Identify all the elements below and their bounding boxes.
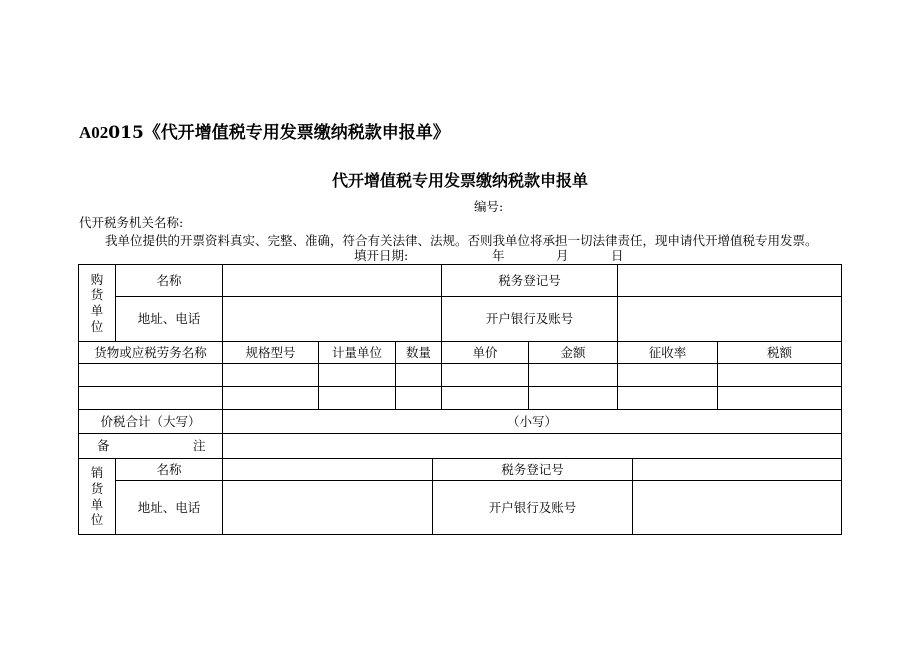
remarks-field[interactable] xyxy=(223,434,842,459)
item-row xyxy=(79,387,842,410)
item-price-cell[interactable] xyxy=(442,364,529,387)
items-header-tax: 税额 xyxy=(718,342,842,364)
fill-date-day: 日 xyxy=(611,248,624,263)
item-row xyxy=(79,364,842,387)
seller-address-field[interactable] xyxy=(223,481,433,535)
item-unit-cell[interactable] xyxy=(319,364,396,387)
items-header-rate: 征收率 xyxy=(618,342,718,364)
item-qty-cell[interactable] xyxy=(396,387,442,410)
total-label: 价税合计（大写） xyxy=(79,410,223,434)
remarks-label: 备 注 xyxy=(79,434,223,459)
buyer-name-label: 名称 xyxy=(116,265,223,297)
document-code-title xyxy=(79,118,450,143)
item-rate-cell[interactable] xyxy=(618,387,718,410)
items-header-unit: 计量单位 xyxy=(319,342,396,364)
seller-tax-reg-label: 税务登记号 xyxy=(433,459,633,481)
seller-name-label: 名称 xyxy=(116,459,223,481)
item-unit-cell[interactable] xyxy=(319,387,396,410)
buyer-tax-reg-field[interactable] xyxy=(618,265,842,297)
doc-code-prefix: A02 xyxy=(79,123,109,142)
seller-name-row xyxy=(79,459,842,481)
seller-bank-label: 开户银行及账号 xyxy=(433,481,633,535)
item-spec-cell[interactable] xyxy=(223,364,319,387)
item-qty-cell[interactable] xyxy=(396,364,442,387)
declaration-text: 我单位提供的开票资料真实、完整、准确，符合有关法律、法规。否则我单位将承担一切法律责任，现申请代开增值税专用发票。 xyxy=(105,233,818,248)
items-header-spec: 规格型号 xyxy=(223,342,319,364)
declaration-table xyxy=(78,264,842,459)
seller-bank-field[interactable] xyxy=(633,481,842,535)
seller-table xyxy=(78,458,842,535)
total-row xyxy=(79,410,842,434)
item-spec-cell[interactable] xyxy=(223,387,319,410)
items-header-price: 单价 xyxy=(442,342,529,364)
buyer-address-row xyxy=(79,297,842,342)
items-header-goods: 货物或应税劳务名称 xyxy=(79,342,223,364)
buyer-tax-reg-label: 税务登记号 xyxy=(442,265,618,297)
seller-name-field[interactable] xyxy=(223,459,433,481)
seller-tax-reg-field[interactable] xyxy=(633,459,842,481)
seller-address-row xyxy=(79,481,842,535)
items-header-qty: 数量 xyxy=(396,342,442,364)
items-header-row xyxy=(79,342,842,364)
seller-address-label: 地址、电话 xyxy=(116,481,223,535)
doc-code-number: 015 xyxy=(108,123,144,143)
item-rate-cell[interactable] xyxy=(618,364,718,387)
buyer-side-label: 购 货 单 位 xyxy=(79,265,116,342)
item-amount-cell[interactable] xyxy=(529,364,618,387)
item-amount-cell[interactable] xyxy=(529,387,618,410)
form-title: 代开增值税专用发票缴纳税款申报单 xyxy=(331,171,588,190)
buyer-bank-label: 开户银行及账号 xyxy=(442,297,618,342)
agency-name-label: 代开税务机关名称: xyxy=(79,215,184,230)
items-header-amount: 金额 xyxy=(529,342,618,364)
remarks-row xyxy=(79,434,842,459)
buyer-address-label: 地址、电话 xyxy=(116,297,223,342)
fill-date-month: 月 xyxy=(556,248,569,263)
seller-side-label: 销 货 单 位 xyxy=(79,459,116,535)
fill-date-year: 年 xyxy=(492,248,505,263)
buyer-address-field[interactable] xyxy=(223,297,442,342)
doc-code-title: 《代开增值税专用发票缴纳税款申报单》 xyxy=(143,123,450,143)
buyer-bank-field[interactable] xyxy=(618,297,842,342)
item-tax-cell[interactable] xyxy=(718,387,842,410)
fill-date-label: 填开日期: xyxy=(354,248,409,263)
serial-number-label: 编号: xyxy=(474,199,504,214)
item-tax-cell[interactable] xyxy=(718,364,842,387)
item-goods-cell[interactable] xyxy=(79,364,223,387)
buyer-name-field[interactable] xyxy=(223,265,442,297)
item-price-cell[interactable] xyxy=(442,387,529,410)
item-goods-cell[interactable] xyxy=(79,387,223,410)
total-lowercase-label: （小写） xyxy=(507,413,558,429)
total-field[interactable] xyxy=(223,410,842,434)
buyer-name-row xyxy=(79,265,842,297)
